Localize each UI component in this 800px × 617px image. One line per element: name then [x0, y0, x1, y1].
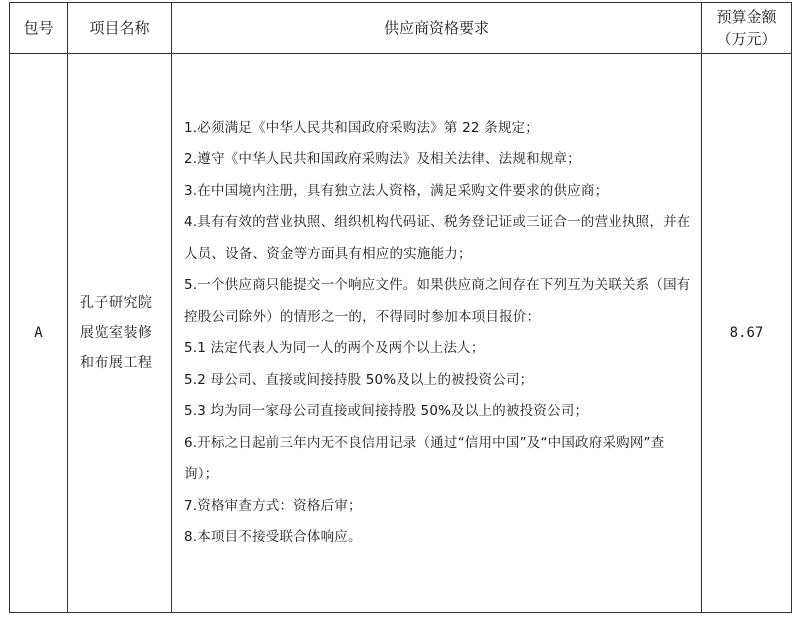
table-row — [10, 54, 792, 613]
requirements-list — [184, 113, 691, 554]
requirements-cell — [172, 54, 702, 613]
requirement-item: 5.一个供应商只能提交一个响应文件。如果供应商之间存在下列互为关联关系（国有控股公司除外）的情形之一的，不得同时参加本项目报价： — [184, 277, 691, 325]
requirement-item: 8.本项目不接受联合体响应。 — [184, 529, 362, 545]
header-budget — [702, 3, 792, 54]
package-no-cell: A — [10, 54, 68, 613]
header-budget-line2: （万元） — [716, 30, 777, 48]
header-project-name: 项目名称 — [68, 3, 172, 54]
table-header-row — [10, 3, 792, 54]
requirement-item: 5.1 法定代表人为同一人的两个及两个以上法人； — [184, 340, 485, 356]
requirement-item: 5.2 母公司、直接或间接持股 50%及以上的被投资公司； — [184, 371, 534, 388]
requirement-item: 6.开标之日起前三年内无不良信用记录（通过“信用中国”及“中国政府采购网”查询）； — [184, 434, 665, 482]
requirement-item: 1.必须满足《中华人民共和国政府采购法》第 22 条规定； — [184, 119, 539, 136]
budget-cell: 8.67 — [702, 54, 792, 613]
requirement-item: 2.遵守《中华人民共和国政府采购法》及相关法律、法规和规章； — [184, 151, 581, 167]
project-name: 孔子研究院展览室装修和布展工程 — [80, 295, 153, 371]
project-name-cell — [68, 54, 172, 613]
requirement-item: 5.3 均为同一家母公司直接或间接持股 50%及以上的被投资公司； — [184, 403, 589, 419]
requirement-item: 4.具有有效的营业执照、组织机构代码证、税务登记证或三证合一的营业执照，并在人员、设备、资金等方面具有相应的实施能力； — [184, 214, 691, 262]
procurement-table — [9, 2, 792, 613]
header-requirements: 供应商资格要求 — [172, 3, 702, 54]
requirement-item: 7.资格审查方式：资格后审； — [184, 497, 362, 514]
header-package-no: 包号 — [10, 3, 68, 54]
requirement-item: 3.在中国境内注册，具有独立法人资格，满足采购文件要求的供应商； — [184, 182, 609, 199]
header-budget-line1: 预算金额 — [716, 8, 777, 26]
